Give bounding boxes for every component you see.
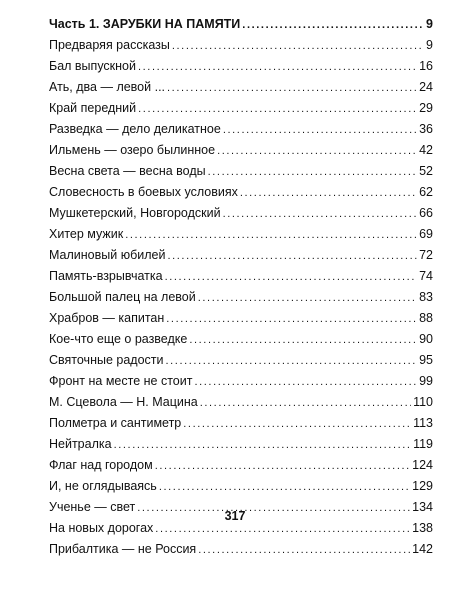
toc-leader-dots <box>159 477 410 497</box>
toc-entry-page: 69 <box>419 227 433 241</box>
toc-entry <box>49 35 433 56</box>
toc-entry-page: 52 <box>419 164 433 178</box>
toc-entry-page: 9 <box>426 38 433 52</box>
toc-entry-title: Святочные радости <box>49 353 164 367</box>
toc-entry-title: Разведка — дело деликатное <box>49 122 221 136</box>
toc-leader-dots <box>167 246 417 266</box>
toc-leader-dots <box>223 120 417 140</box>
toc-entry <box>49 161 433 182</box>
toc-entry-page: 83 <box>419 290 433 304</box>
toc-entry-title: Ученье — свет <box>49 500 136 514</box>
toc-entry-page: 129 <box>412 479 433 493</box>
toc-leader-dots <box>198 540 410 560</box>
toc-entry-title: Предваряя рассказы <box>49 38 170 52</box>
toc-entry-title: Храбров — капитан <box>49 311 165 325</box>
table-of-contents <box>49 14 433 560</box>
toc-leader-dots <box>208 162 417 182</box>
toc-entry-title: Кое-что еще о разведке <box>49 332 188 346</box>
toc-entry <box>49 119 433 140</box>
toc-leader-dots <box>240 183 417 203</box>
toc-leader-dots <box>194 372 417 392</box>
toc-entry-title: Полметра и сантиметр <box>49 416 182 430</box>
toc-entry-page: 16 <box>419 59 433 73</box>
toc-entry-page: 74 <box>419 269 433 283</box>
toc-entry-page: 90 <box>419 332 433 346</box>
toc-entry-title: Ильмень — озеро былинное <box>49 143 216 157</box>
toc-entry <box>49 98 433 119</box>
toc-entry-title: Ать, два — левой ... <box>49 80 166 94</box>
toc-leader-dots <box>242 15 424 35</box>
toc-entry-title: Край передний <box>49 101 137 115</box>
toc-entry-title: Память-взрывчатка <box>49 269 163 283</box>
toc-entry-page: 29 <box>419 101 433 115</box>
toc-entry-page: 72 <box>419 248 433 262</box>
toc-entry-title: Прибалтика — не Россия <box>49 542 197 556</box>
toc-entry-title: Нейтралка <box>49 437 112 451</box>
toc-entry <box>49 392 433 413</box>
toc-leader-dots <box>166 309 417 329</box>
toc-entry-title: Мушкетерский, Новгородский <box>49 206 221 220</box>
toc-entry-title: Словесность в боевых условиях <box>49 185 238 199</box>
toc-entry-page: 110 <box>413 395 433 409</box>
toc-part-title: Часть 1. ЗАРУБКИ НА ПАМЯТИ <box>49 17 241 31</box>
toc-leader-dots <box>166 351 418 371</box>
toc-entry <box>49 350 433 371</box>
toc-entry-title: Весна света — весна воды <box>49 164 206 178</box>
toc-entry <box>49 476 433 497</box>
toc-entry-title: И, не оглядываясь <box>49 479 157 493</box>
toc-entry-page: 113 <box>413 416 433 430</box>
toc-leader-dots <box>217 141 417 161</box>
page-number: 317 <box>224 509 246 523</box>
toc-leader-dots <box>138 57 417 77</box>
toc-entry <box>49 77 433 98</box>
toc-entry-page: 95 <box>419 353 433 367</box>
toc-entry <box>49 371 433 392</box>
toc-entry <box>49 182 433 203</box>
toc-part-heading <box>49 14 433 35</box>
toc-leader-dots <box>155 456 410 476</box>
toc-leader-dots <box>200 393 411 413</box>
toc-entry-title: Хитер мужик <box>49 227 124 241</box>
toc-entry <box>49 434 433 455</box>
toc-leader-dots <box>183 414 411 434</box>
toc-leader-dots <box>167 78 417 98</box>
toc-leader-dots <box>125 225 417 245</box>
toc-leader-dots <box>165 267 418 287</box>
toc-entry-page: 66 <box>419 206 433 220</box>
toc-leader-dots <box>189 330 417 350</box>
toc-entry <box>49 329 433 350</box>
toc-leader-dots <box>223 204 418 224</box>
toc-entry-page: 62 <box>419 185 433 199</box>
toc-entry <box>49 287 433 308</box>
toc-entry <box>49 224 433 245</box>
toc-entry-title: М. Сцевола — Н. Мацина <box>49 395 198 409</box>
toc-entry-page: 88 <box>419 311 433 325</box>
toc-entry-title: Бал выпускной <box>49 59 136 73</box>
toc-entries <box>49 35 433 560</box>
toc-entry <box>49 56 433 77</box>
toc-leader-dots <box>172 36 424 56</box>
toc-entry-page: 138 <box>412 521 433 535</box>
toc-entry-title: Большой палец на левой <box>49 290 196 304</box>
toc-entry <box>49 413 433 434</box>
toc-entry-page: 142 <box>412 542 433 556</box>
toc-leader-dots <box>114 435 411 455</box>
toc-leader-dots <box>138 99 417 119</box>
toc-entry <box>49 266 433 287</box>
toc-entry-title: На новых дорогах <box>49 521 154 535</box>
toc-entry-title: Флаг над городом <box>49 458 153 472</box>
toc-entry-page: 36 <box>419 122 433 136</box>
toc-entry-title: Фронт на месте не стоит <box>49 374 193 388</box>
toc-entry <box>49 455 433 476</box>
toc-entry-title: Малиновый юбилей <box>49 248 166 262</box>
toc-entry <box>49 539 433 560</box>
toc-entry-page: 124 <box>412 458 433 472</box>
toc-entry-page: 24 <box>419 80 433 94</box>
toc-entry <box>49 140 433 161</box>
toc-leader-dots <box>198 288 417 308</box>
toc-entry-page: 42 <box>419 143 433 157</box>
toc-entry <box>49 203 433 224</box>
toc-entry <box>49 308 433 329</box>
toc-entry-page: 99 <box>419 374 433 388</box>
toc-part-page: 9 <box>426 17 433 31</box>
toc-entry <box>49 245 433 266</box>
toc-entry-page: 134 <box>412 500 433 514</box>
toc-entry-page: 119 <box>413 437 433 451</box>
